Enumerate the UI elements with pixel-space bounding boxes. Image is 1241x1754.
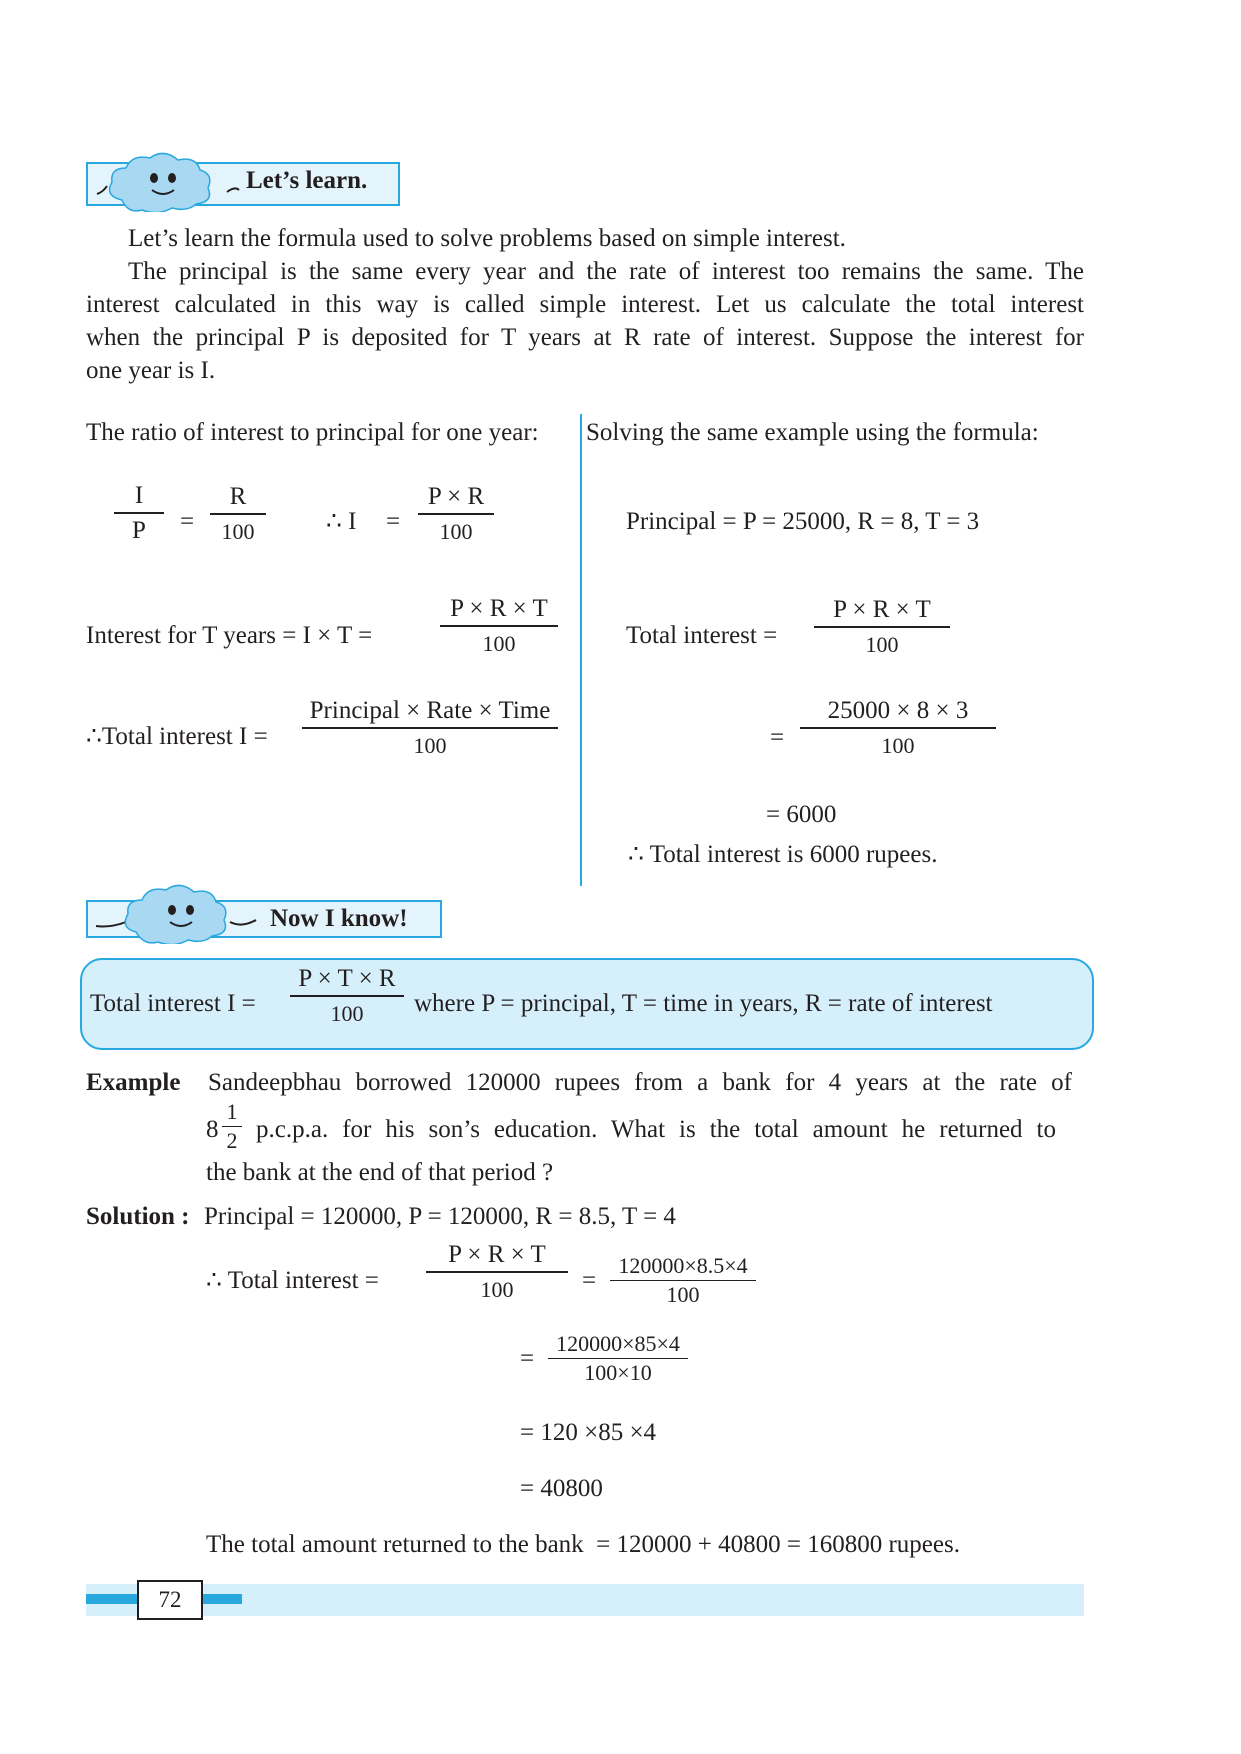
- formula-box-lhs: Total interest I =: [90, 990, 256, 1017]
- formula-box-rhs: where P = principal, T = time in years, R = rate of interest: [414, 990, 993, 1017]
- right-heading: Solving the same example using the formula:: [586, 419, 1039, 446]
- right-step2-num: 25000 × 8 × 3: [827, 697, 969, 724]
- total-interest-formula-num: Principal × Rate × Time: [309, 697, 551, 724]
- page-number: 72: [137, 1580, 203, 1620]
- ratio-num-r: R: [229, 483, 247, 510]
- right-given: Principal = P = 25000, R = 8, T = 3: [626, 508, 980, 535]
- solution-s2-den: 100×10: [584, 1360, 652, 1385]
- ratio-frac-r-100: [210, 480, 266, 548]
- example-mixed-whole: 8: [206, 1116, 219, 1143]
- solution-s1-den: 100: [480, 1277, 514, 1302]
- example-line-2: p.c.p.a. for his son’s education. What is the total amount he returned to: [256, 1116, 1056, 1143]
- example-mixed-num: 1: [226, 1099, 238, 1124]
- solution-s1-eq: =: [582, 1267, 597, 1294]
- right-conclusion: ∴ Total interest is 6000 rupees.: [628, 841, 938, 868]
- interest-t-years-frac: [440, 592, 558, 660]
- interest-t-years-den: 100: [482, 631, 516, 656]
- formula-box-frac: [290, 962, 404, 1030]
- example-label: Example: [86, 1069, 181, 1096]
- solution-s1-lhs: ∴ Total interest =: [206, 1267, 379, 1294]
- example-line-3: the bank at the end of that period ?: [206, 1159, 554, 1186]
- left-heading: The ratio of interest to principal for one year:: [86, 419, 539, 446]
- ratio-therefore-i: ∴ I: [326, 508, 357, 535]
- right-total-lhs: Total interest =: [626, 622, 778, 649]
- solution-s2-frac: [548, 1330, 688, 1387]
- right-step2-frac: [800, 694, 996, 762]
- ratio-den-100-b: 100: [439, 519, 473, 544]
- ratio-den-p: P: [132, 517, 146, 544]
- ratio-equals-2: =: [386, 508, 401, 535]
- example-line-1: Sandeepbhau borrowed 120000 rupees from a bank for 4 years at the rate of: [208, 1069, 1072, 1096]
- right-step2-eq: =: [770, 724, 785, 751]
- example-mixed-den: 2: [226, 1128, 238, 1153]
- right-step3: = 6000: [766, 801, 837, 828]
- solution-s2-eq: =: [520, 1345, 535, 1372]
- intro-para-line-4: one year is I.: [86, 357, 216, 384]
- right-total-num: P × R × T: [833, 596, 931, 623]
- total-interest-formula-frac: [302, 694, 558, 762]
- solution-s1-num2: 120000×8.5×4: [618, 1253, 748, 1278]
- formula-box-num: P × T × R: [298, 965, 396, 992]
- now-i-know-title: Now I know!: [270, 905, 408, 932]
- lets-learn-title: Let’s learn.: [246, 167, 368, 194]
- right-step2-den: 100: [881, 733, 915, 758]
- ratio-num-i: I: [134, 482, 144, 509]
- ratio-den-100: 100: [221, 519, 255, 544]
- interest-t-years-num: P × R × T: [450, 595, 548, 622]
- intro-para-line-3: when the principal P is deposited for T years at R rate of interest. Suppose the interest for: [86, 324, 1084, 351]
- ratio-num-pr: P × R: [427, 483, 485, 510]
- solution-s2-num: 120000×85×4: [556, 1331, 680, 1356]
- formula-box-den: 100: [330, 1001, 364, 1026]
- total-interest-formula-lhs: ∴Total interest I =: [86, 723, 268, 750]
- solution-final: The total amount returned to the bank = 120000 + 40800 = 160800 rupees.: [206, 1531, 960, 1558]
- ratio-frac-pr-100: [418, 480, 494, 548]
- intro-line-1: Let’s learn the formula used to solve problems based on simple interest.: [128, 225, 846, 252]
- right-total-den: 100: [865, 632, 899, 657]
- solution-label: Solution :: [86, 1203, 190, 1230]
- intro-para-line-1: The principal is the same every year and the rate of interest too remains the same. The: [128, 258, 1084, 285]
- intro-para-line-2: interest calculated in this way is called simple interest. Let us calculate the total interest: [86, 291, 1084, 318]
- column-divider: [580, 414, 582, 886]
- solution-s1-den2: 100: [666, 1282, 700, 1307]
- interest-t-years-lhs: Interest for T years = I × T =: [86, 622, 373, 649]
- solution-s3: = 120 ×85 ×4: [520, 1419, 657, 1446]
- solution-s1-num: P × R × T: [448, 1241, 546, 1268]
- right-total-frac: [814, 593, 950, 661]
- solution-s1-frac2: [610, 1252, 756, 1309]
- example-mixed-frac: [222, 1098, 242, 1155]
- solution-s4: = 40800: [520, 1475, 603, 1502]
- solution-s1-frac: [426, 1238, 568, 1306]
- ratio-frac-i-p: [114, 479, 164, 547]
- ratio-equals: =: [180, 508, 195, 535]
- total-interest-formula-den: 100: [413, 733, 447, 758]
- cloud-mascot-icon: [92, 152, 242, 212]
- solution-given: Principal = 120000, P = 120000, R = 8.5, T = 4: [204, 1203, 676, 1230]
- cloud-mascot-icon-2: [92, 882, 262, 944]
